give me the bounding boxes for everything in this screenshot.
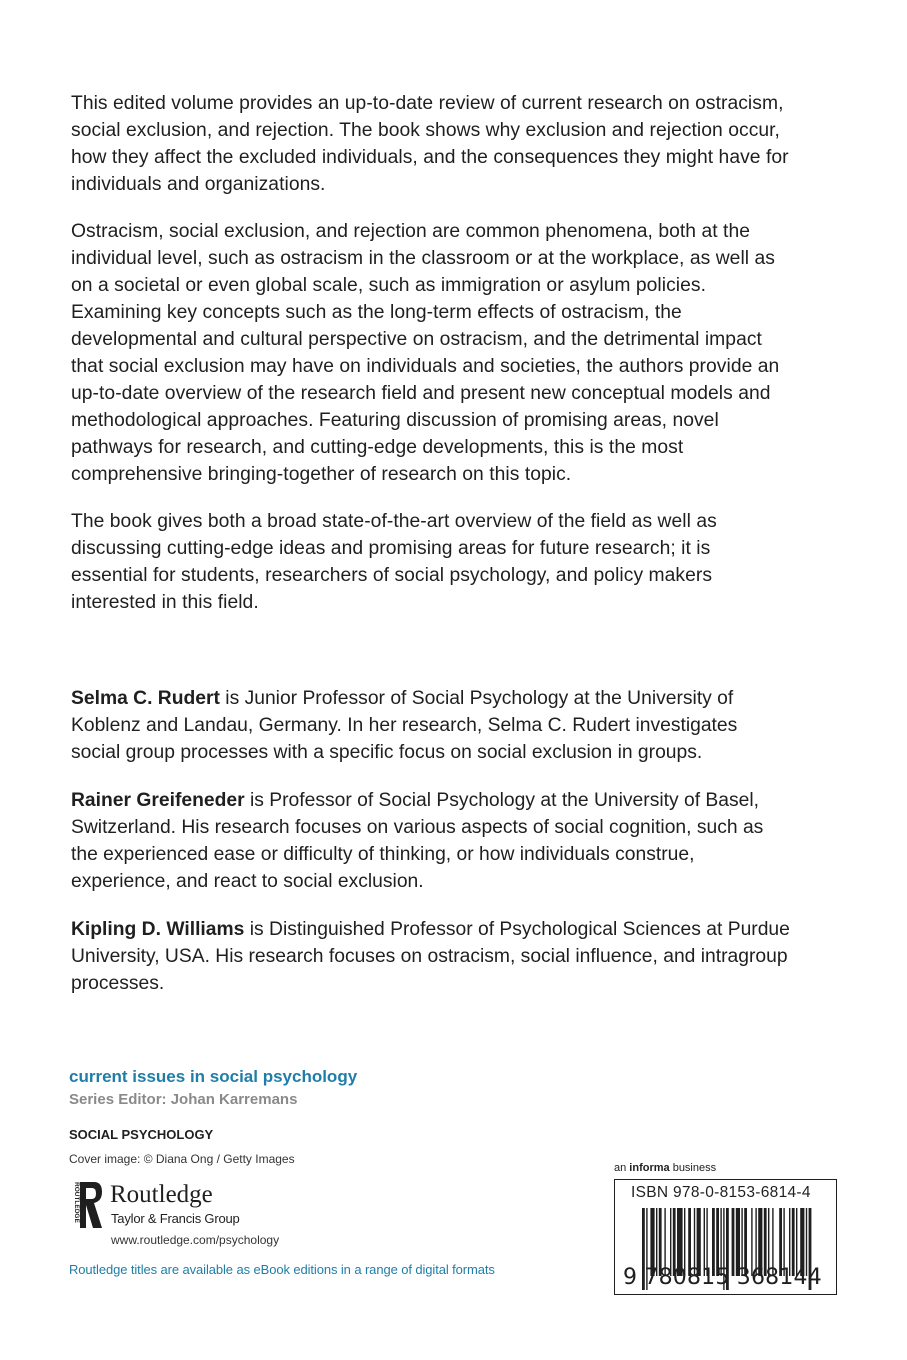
publisher-name: Routledge xyxy=(110,1181,213,1208)
publisher-website[interactable]: www.routledge.com/psychology xyxy=(111,1233,280,1247)
series-title: current issues in social psychology xyxy=(69,1067,358,1086)
author-name: Selma C. Rudert xyxy=(71,688,220,709)
description-paragraph-1: This edited volume provides an up-to-date review of current research on ostracism, social exclusion, and rejection. The book shows why exclusion and rejection occur, how they affect the excluded individuals, and the consequences they might have for individuals and organizations. xyxy=(71,93,789,195)
barcode-digits: 9 780815 368144 xyxy=(623,1265,822,1290)
description-paragraph-3: The book gives both a broad state-of-the-art overview of the field as well as discussing cutting-edge ideas and promising areas for future research; it is essential for students, researchers of social psychology, and policy makers interested in this field. xyxy=(71,511,717,613)
author-name: Rainer Greifeneder xyxy=(71,790,245,811)
author-bio xyxy=(71,916,791,997)
cover-credit: Cover image: © Diana Ong / Getty Images xyxy=(69,1152,295,1166)
routledge-logo-icon xyxy=(69,1180,103,1230)
author-bio-text: is Distinguished Professor of Psychological Sciences at Purdue University, USA. His research focuses on ostracism, social influence, and intragroup processes. xyxy=(71,919,790,994)
informa-prefix: an xyxy=(614,1162,630,1174)
description-paragraph-2: Ostracism, social exclusion, and rejection are common phenomena, both at the individual level, such as ostracism in the classroom or at the workplace, as well as on a societal or even global scale, such as immigration or asylum policies. Examining key concepts such as the long-term effects of ostracism, the developmental and cultural perspective on ostracism, and the detrimental impact that social exclusion may have on individuals and societies, the authors provide an up-to-date overview of the research field and present new conceptual models and methodological approaches. Featuring discussion of promising areas, novel pathways for research, and cutting-edge developments, this is the most comprehensive bringing-together of research on this topic. xyxy=(71,221,780,485)
subject-category: SOCIAL PSYCHOLOGY xyxy=(69,1127,214,1142)
author-bio xyxy=(71,787,791,895)
ebook-note: Routledge titles are available as eBook editions in a range of digital formats xyxy=(69,1262,495,1277)
author-bio xyxy=(71,685,791,766)
informa-brand: informa xyxy=(629,1162,670,1174)
author-bio-text: is Professor of Social Psychology at the University of Basel, Switzerland. His research focuses on various aspects of social cognition, such as the experienced ease or difficulty of thinking, or how individuals construe, experience, and react to social exclusion. xyxy=(71,790,764,892)
author-bios xyxy=(71,685,791,1018)
logo-vertical-text: ROUTLEDGE xyxy=(73,1182,80,1223)
isbn-label: ISBN 978-0-8153-6814-4 xyxy=(631,1184,811,1201)
book-description xyxy=(71,90,791,636)
informa-suffix: business xyxy=(669,1162,717,1174)
isbn-barcode xyxy=(614,1179,837,1295)
informa-tagline xyxy=(614,1162,716,1174)
author-bio-text: is Junior Professor of Social Psychology at the University of Koblenz and Landau, Germany. In her research, Selma C. Rudert investigates social group processes with a specific focus on social exclusion in groups. xyxy=(71,688,738,763)
author-name: Kipling D. Williams xyxy=(71,919,245,940)
publisher-group: Taylor & Francis Group xyxy=(111,1211,240,1226)
logo-r-glyph xyxy=(80,1182,102,1228)
series-editor: Series Editor: Johan Karremans xyxy=(69,1091,298,1108)
